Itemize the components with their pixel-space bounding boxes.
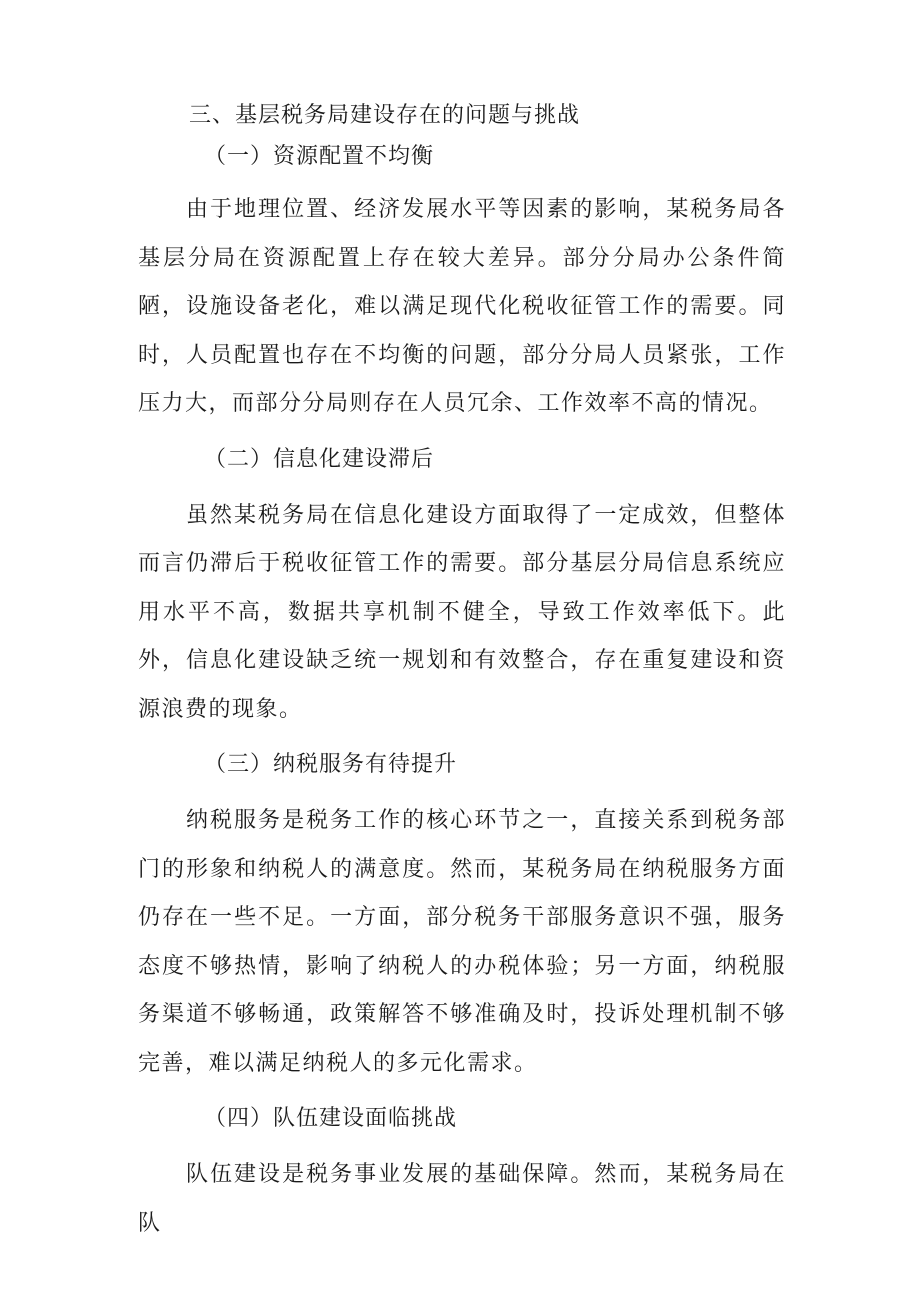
section-title: 三、基层税务局建设存在的问题与挑战 <box>189 103 581 128</box>
spacer <box>138 734 786 744</box>
subsection-paragraph-4: 队伍建设是税务事业发展的基础保障。然而，某税务局在队 <box>138 1162 786 1236</box>
subsection-paragraph-3: 纳税服务是税务工作的核心环节之一，直接关系到税务部门的形象和纳税人的满意度。然而，某税务局在纳税服务方面仍存在一些不足。一方面，部分税务干部服务意识不强，服务态度不够热情，影响了纳税人的办税体验；另一方面，纳税服务渠道不够畅通，政策解答不够准确及时，投诉处理机制不够完善，难以满足纳税人的多元化需求。 <box>138 808 786 1076</box>
document-body <box>138 95 786 1248</box>
spacer <box>138 1088 786 1098</box>
spacer <box>138 1139 786 1151</box>
spacer <box>138 480 786 492</box>
spacer <box>138 785 786 797</box>
subsection-heading-1: （一）资源配置不均衡 <box>204 144 435 169</box>
subsection-paragraph-2: 虽然某税务局在信息化建设方面取得了一定成效，但整体而言仍滞后于税收征管工作的需要。部分基层分局信息系统应用水平不高，数据共享机制不健全，导致工作效率低下。此外，信息化建设缺乏统一规划和有效整合，存在重复建设和资源浪费的现象。 <box>138 502 786 722</box>
subsection-heading-3: （三）纳税服务有待提升 <box>204 752 458 777</box>
spacer <box>138 429 786 439</box>
spacer <box>138 177 786 186</box>
subsection-heading-4: （四）队伍建设面临挑战 <box>204 1106 458 1131</box>
subsection-paragraph-1: 由于地理位置、经济发展水平等因素的影响，某税务局各基层分局在资源配置上存在较大差异。部分分局办公条件简陋，设施设备老化，难以满足现代化税收征管工作的需要。同时，人员配置也存在不均衡的问题，部分分局人员紧张，工作压力大，而部分分局则存在人员冗余、工作效率不高的情况。 <box>138 197 786 416</box>
subsection-heading-2: （二）信息化建设滞后 <box>204 446 435 472</box>
